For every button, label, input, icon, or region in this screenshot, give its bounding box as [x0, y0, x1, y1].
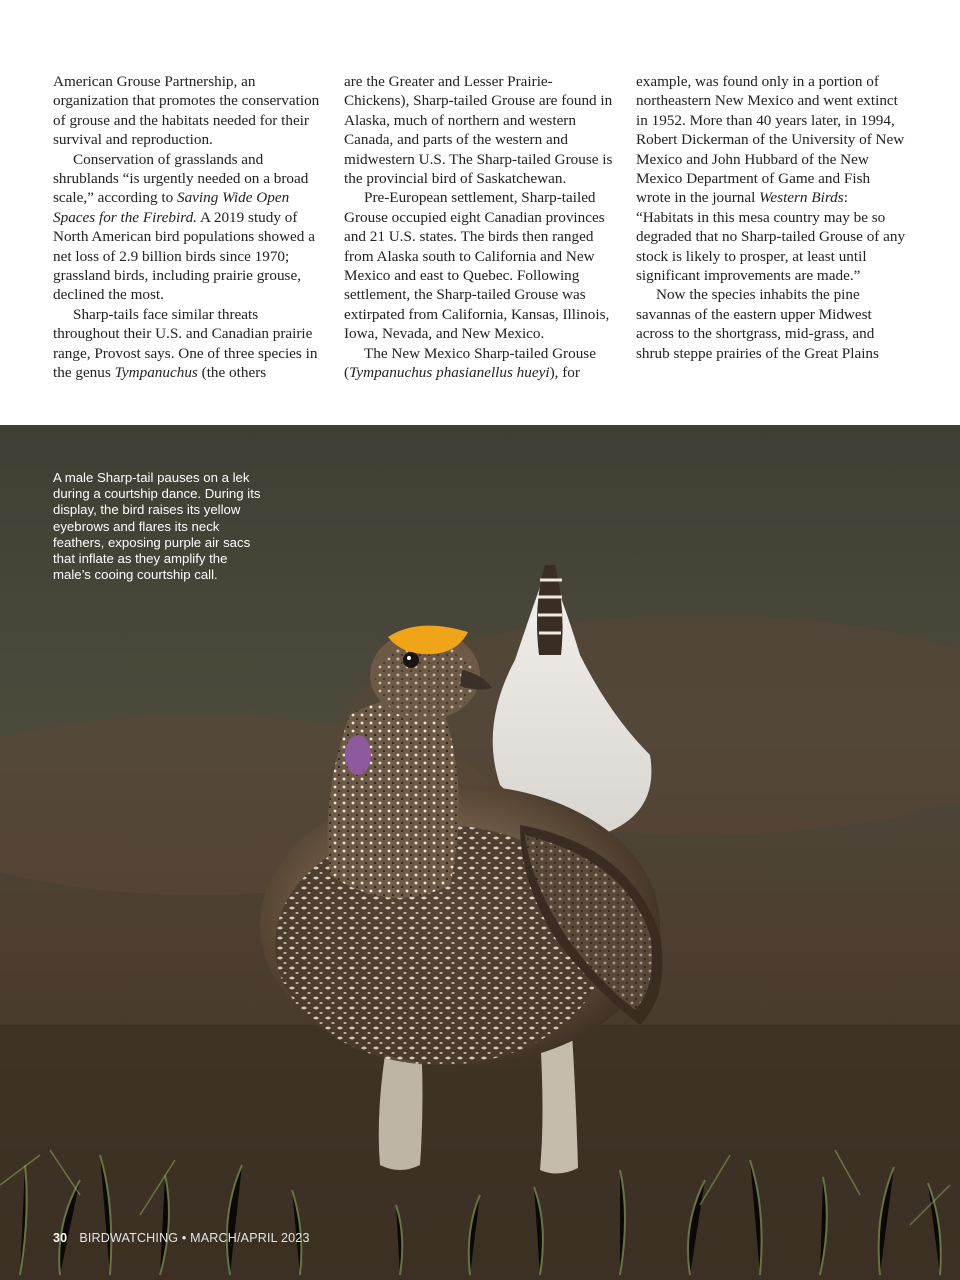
paragraph: [53, 305, 325, 383]
paragraph: are the Greater and Lesser Prairie-Chickens), Sharp-tailed Grouse are found in Alaska, much of northern and western Canada, and parts of the western and midwestern U.S. The Sharp-tailed Grouse is the provincial bird of Saskatchewan.: [344, 73, 613, 188]
neck: [328, 700, 459, 898]
paragraph: American Grouse Partnership, an organization that promotes the conservation of grouse and the habitats needed for their survival and reproduction.: [53, 73, 320, 149]
paragraph: [344, 344, 616, 383]
text-run: : “Habitats in this mesa country may be so degraded that no Sharp-tailed Grouse of any stock is likely to prosper, at least until significant improvements are made.”: [636, 189, 906, 285]
right-leg: [540, 1033, 578, 1174]
page-footer: [53, 1231, 310, 1245]
page-number: 30: [53, 1231, 68, 1245]
text-run: Sharp-tails face similar threats throughout their U.S. and Canadian prairie range, Provost says. One of three species in the genus: [53, 305, 318, 382]
article-column-1: [53, 72, 325, 383]
text-run: example, was found only in a portion of northeastern New Mexico and went extinct in 1952. More than 40 years later, in 1994, Robert Dickerman of the University of New Mexico and John Hubbard of the New Mexico Department of Game and Fish wrote in the journal: [636, 73, 905, 207]
journal-name: Western Birds: [759, 189, 844, 207]
text-run: (the others: [197, 364, 267, 382]
paragraph: [636, 72, 908, 285]
article-column-3: [636, 72, 908, 363]
publication-line: BIRDWATCHING • MARCH/APRIL 2023: [79, 1231, 310, 1245]
text-run: ), for: [549, 364, 580, 382]
article-column-2: [344, 72, 616, 383]
purple-air-sac: [345, 735, 371, 775]
genus-name: Tympanuchus: [114, 364, 198, 382]
paragraph: [53, 150, 325, 305]
text-run: The New Mexico Sharp-tailed Grouse (: [344, 344, 596, 382]
paragraph: Pre-European settlement, Sharp-tailed Grouse occupied eight Canadian provinces and 21 U.S. states. The birds then ranged from Alaska south to California and New Mexico and east to Quebec. Following settlement, the Sharp-tailed Grouse was extirpated from California, Kansas, Illinois, Iowa, Nevada, and New Mexico.: [344, 189, 610, 343]
text-run: Conservation of grasslands and shrublands “is urgently needed on a broad scale,” according to: [53, 150, 309, 207]
text-run: A 2019 study of North American bird populations showed a net loss of 2.9 billion birds since 1970; grassland birds, including prairie grouse, declined the most.: [53, 208, 315, 304]
book-title: Saving Wide Open Spaces for the Firebird.: [53, 189, 290, 226]
scientific-name: Tympanuchus phasianellus hueyi: [349, 364, 550, 382]
eye: [403, 652, 419, 668]
photo-caption: A male Sharp-tail pauses on a lek during a courtship dance. During its display, the bird raises its yellow eyebrows and flares its neck feathers, exposing purple air sacs that inflate as they amplify the male’s cooing courtship call.: [53, 470, 261, 583]
paragraph: Now the species inhabits the pine savannas of the eastern upper Midwest across to the shortgrass, mid-grass, and shrub steppe prairies of the Great Plains: [636, 286, 879, 362]
